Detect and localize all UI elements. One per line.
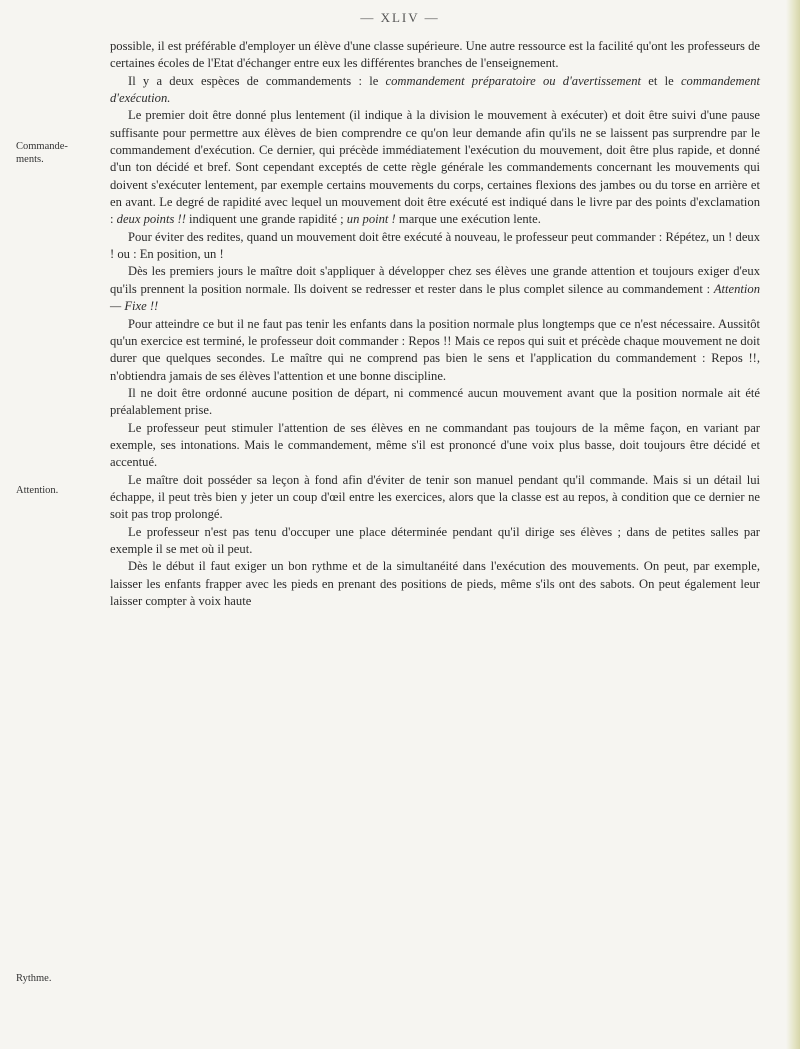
paragraph-p5: [110, 263, 760, 315]
margin-note-rythme: Rythme.: [16, 973, 52, 984]
paragraph-p4: [110, 229, 760, 264]
text-run: Le premier doit être donné plus lentement (il indique à la division le mouvement à exécuter) et doit être suivi d'une pause suffisante pour permettre aux élèves de bien comprendre ce qu'on leur demande afin qu'ils ne se laissent pas surprendre par le commandement d'exécution. Ce dernier, qui précède immédiatement l'exécution du mouvement, doit être plus rapide, et donné d'un ton décidé et bref. Sont cependant exceptés de cette règle générale les commandements concernant les mouvements qui doivent s'exécuter lentement, par exemple certains mouvements du corps, certaines flexions des jambes ou du torse en arrière et en avant. Le degré de rapidité avec lequel un mouvement doit être exécuté est indiqué dans le livre par des points d'exclamation :: [110, 108, 760, 227]
paragraph-p2: [110, 73, 760, 108]
text-run: Le professeur peut stimuler l'attention de ses élèves en ne commandant pas toujours de la même façon, en variant par exemple, ses intonations. Mais le commandement, même s'il est prononcé d'une voix plus basse, doit toujours être décidé et accentué.: [110, 420, 760, 470]
text-run: Dès les premiers jours le maître doit s'appliquer à développer chez ses élèves une grande attention et toujours exiger d'eux qu'ils prennent la position normale. Ils doivent se redresser et rester dans le plus complet silence au commandement :: [110, 264, 760, 296]
paragraph-p8: [110, 420, 760, 472]
italic-text: commandement préparatoire ou d'avertissement: [385, 73, 642, 88]
text-run: Le professeur n'est pas tenu d'occuper une place déterminée pendant qu'il dirige ses élèves ; dans de petites salles par exemple il se met où il peut.: [110, 524, 760, 556]
text-run: Il y a deux espèces de commandements : le: [128, 73, 386, 88]
text-run: Dès le début il faut exiger un bon rythme et de la simultanéité dans l'exécution des mouvements. On peut, par exemple, laisser les enfants frapper avec les pieds en prenant des positions de pieds, même s'ils ont des sabots. On peut également leur laisser compter à voix haute: [110, 559, 760, 608]
text-run: Le maître doit posséder sa leçon à fond afin d'éviter de tenir son manuel pendant qu'il commande. Mais si un détail lui échappe, il peut très bien y jeter un coup d'œil entre les exercices, alors que la classe est au repos, à condition que ce dernier ne soit pas trop prolongé.: [110, 472, 760, 522]
text-run: Il ne doit être ordonné aucune position de départ, ni commencé aucun mouvement avant que la position normale ait été préalablement prise.: [110, 385, 760, 418]
italic-text: commandement d'exécution.: [110, 73, 760, 106]
italic-text: Attention — Fixe !!: [110, 281, 760, 314]
italic-text: un point !: [346, 212, 396, 227]
paragraph-p10: [110, 524, 760, 559]
text-run: Pour éviter des redites, quand un mouvement doit être exécuté à nouveau, le professeur peut commander : Répétez, un ! deux ! ou : En position, un !: [110, 229, 760, 262]
paragraph-p11: [110, 558, 760, 610]
italic-text: deux points !!: [116, 212, 186, 227]
margin-note-attention: Attention.: [16, 485, 59, 496]
paragraph-p1: [110, 38, 760, 73]
page-edge-shadow: [786, 0, 800, 1049]
paragraph-p9: [110, 472, 760, 524]
margin-note-commandements: Commande- ments.: [16, 141, 68, 165]
text-run: marque une exécution lente.: [395, 212, 541, 227]
text-run: possible, il est préférable d'employer un élève d'une classe supérieure. Une autre ressource est la facilité qu'ont les professeurs de certaines écoles de l'Etat d'échanger entre eux les différentes branches de l'enseignement.: [110, 39, 760, 71]
paragraph-p3: [110, 107, 760, 228]
page-number-header: — XLIV —: [360, 10, 440, 25]
text-run: Pour atteindre ce but il ne faut pas tenir les enfants dans la position normale plus longtemps que ce n'est nécessaire. Aussitôt qu'un exercice est terminé, le professeur doit commander : Repos !! Mais ce repos qui suit et précède chaque mouvement ne doit durer que quelques secondes. Le maître qui ne comprend pas bien le sens et l'application du commandement : Repos !!, n'obtiendra jamais de ses élèves l'attention et une bonne discipline.: [110, 316, 760, 383]
text-run: indiquent une grande rapidité ;: [185, 212, 347, 227]
paragraph-p6: [110, 316, 760, 385]
body-text: [110, 38, 760, 610]
text-run: et le: [641, 73, 681, 88]
paragraph-p7: [110, 385, 760, 420]
